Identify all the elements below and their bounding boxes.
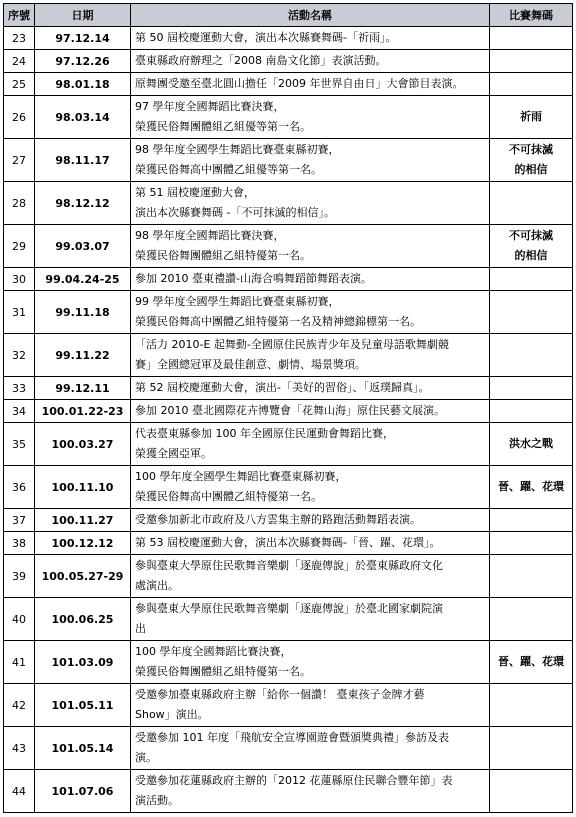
row-activity	[131, 139, 490, 182]
table-row	[4, 684, 573, 727]
row-dance	[490, 532, 573, 555]
activity-line: Show」演出。	[135, 708, 209, 721]
table-row	[4, 727, 573, 770]
activity-line: 演。	[135, 751, 157, 764]
row-activity	[131, 291, 490, 334]
row-activity	[131, 73, 490, 96]
activity-line: 100 學年度全國學生舞蹈比賽臺東縣初賽，	[135, 470, 347, 483]
row-date: 100.11.27	[35, 509, 131, 532]
table-row	[4, 139, 573, 182]
row-date: 101.05.11	[35, 684, 131, 727]
table-row	[4, 73, 573, 96]
dance-line: 晉、躍、花環	[498, 480, 564, 493]
activity-line: 第 52 屆校慶運動大會，演出-「美好的習俗」、「返璞歸真」。	[135, 381, 430, 394]
dance-line: 不可抹滅	[509, 229, 553, 242]
row-dance	[490, 73, 573, 96]
row-number: 24	[4, 50, 35, 73]
row-date: 100.03.27	[35, 423, 131, 466]
activity-line: 榮獲民俗舞團體組乙組特優第一名。	[135, 665, 311, 678]
activity-line: 「活力 2010-E 起舞動-全國原住民族青少年及兒童母語歌舞劇競	[135, 338, 449, 351]
row-activity	[131, 532, 490, 555]
row-date: 100.06.25	[35, 598, 131, 641]
row-date: 99.11.18	[35, 291, 131, 334]
activity-line: 98 學年度全國舞蹈比賽決賽，	[135, 229, 285, 242]
table-row	[4, 509, 573, 532]
row-dance	[490, 684, 573, 727]
row-date: 100.11.10	[35, 466, 131, 509]
row-date: 97.12.26	[35, 50, 131, 73]
table-row	[4, 225, 573, 268]
activity-line: 參與臺東大學原住民歌舞音樂劇「逐鹿傳說」於臺北國家劇院演	[135, 602, 443, 615]
row-dance	[490, 96, 573, 139]
table-row	[4, 50, 573, 73]
activity-line: 演活動。	[135, 794, 179, 807]
row-number: 42	[4, 684, 35, 727]
row-dance	[490, 598, 573, 641]
row-date: 101.07.06	[35, 770, 131, 813]
table-row	[4, 268, 573, 291]
row-activity	[131, 268, 490, 291]
row-number: 28	[4, 182, 35, 225]
row-number: 31	[4, 291, 35, 334]
row-dance	[490, 400, 573, 423]
row-activity	[131, 641, 490, 684]
dance-line: 祈雨	[520, 110, 542, 123]
activity-line: 臺東縣政府辦理之「2008 南島文化節」表演活動。	[135, 54, 387, 67]
row-activity	[131, 727, 490, 770]
row-date: 101.05.14	[35, 727, 131, 770]
row-date: 99.03.07	[35, 225, 131, 268]
dance-line: 洪水之戰	[509, 437, 553, 450]
row-number: 36	[4, 466, 35, 509]
row-number: 32	[4, 334, 35, 377]
table-row	[4, 96, 573, 139]
row-dance	[490, 139, 573, 182]
row-dance	[490, 509, 573, 532]
table-row	[4, 423, 573, 466]
header-dance: 比賽舞碼	[490, 4, 573, 27]
table-row	[4, 400, 573, 423]
row-number: 30	[4, 268, 35, 291]
row-dance	[490, 225, 573, 268]
row-date: 100.05.27-29	[35, 555, 131, 598]
dance-line: 的相信	[514, 249, 548, 262]
row-number: 26	[4, 96, 35, 139]
header-date: 日期	[35, 4, 131, 27]
row-date: 99.11.22	[35, 334, 131, 377]
activity-line: 第 51 屆校慶運動大會，	[135, 186, 255, 199]
row-number: 41	[4, 641, 35, 684]
activity-line: 99 學年度全國學生舞蹈比賽臺東縣初賽，	[135, 295, 340, 308]
activity-line: 榮獲全國亞軍。	[135, 447, 212, 460]
table-header-row	[4, 4, 573, 27]
table-row	[4, 466, 573, 509]
row-activity	[131, 684, 490, 727]
row-date: 101.03.09	[35, 641, 131, 684]
row-activity	[131, 334, 490, 377]
row-date: 98.12.12	[35, 182, 131, 225]
activity-line: 98 學年度全國學生舞蹈比賽臺東縣初賽，	[135, 143, 340, 156]
activity-line: 97 學年度全國舞蹈比賽決賽，	[135, 100, 285, 113]
table-row	[4, 641, 573, 684]
table-row	[4, 377, 573, 400]
table-row	[4, 598, 573, 641]
row-activity	[131, 555, 490, 598]
row-dance	[490, 377, 573, 400]
table-body	[4, 27, 573, 813]
activity-line: 榮獲民俗舞高中團體乙組優等第一名。	[135, 163, 322, 176]
row-activity	[131, 466, 490, 509]
row-activity	[131, 96, 490, 139]
row-number: 27	[4, 139, 35, 182]
activity-line: 參加 2010 臺東禮讚-山海合鳴舞蹈節舞蹈表演。	[135, 272, 372, 285]
row-activity	[131, 377, 490, 400]
row-date: 99.04.24-25	[35, 268, 131, 291]
row-activity	[131, 509, 490, 532]
row-number: 34	[4, 400, 35, 423]
activity-line: 演出本次縣賽舞碼 -「不可抹滅的相信」。	[135, 206, 335, 219]
row-dance	[490, 334, 573, 377]
row-activity	[131, 50, 490, 73]
row-dance	[490, 466, 573, 509]
row-dance	[490, 291, 573, 334]
table-row	[4, 770, 573, 813]
row-number: 35	[4, 423, 35, 466]
row-dance	[490, 423, 573, 466]
activity-line: 第 50 屆校慶運動大會，演出本次縣賽舞碼-「祈雨」。	[135, 31, 397, 44]
row-dance	[490, 770, 573, 813]
row-number: 40	[4, 598, 35, 641]
table-row	[4, 555, 573, 598]
row-number: 38	[4, 532, 35, 555]
row-date: 98.11.17	[35, 139, 131, 182]
row-dance	[490, 182, 573, 225]
dance-line: 不可抹滅	[509, 143, 553, 156]
activity-line: 榮獲民俗舞團體組乙組特優第一名。	[135, 249, 311, 262]
activity-line: 受邀參加新北市政府及八方雲集主辦的路跑活動舞蹈表演。	[135, 513, 421, 526]
row-number: 37	[4, 509, 35, 532]
row-number: 43	[4, 727, 35, 770]
activity-line: 賽」全國總冠軍及最佳創意、劇情、場景獎項。	[135, 358, 366, 371]
table-row	[4, 27, 573, 50]
row-number: 33	[4, 377, 35, 400]
row-dance	[490, 50, 573, 73]
row-date: 98.01.18	[35, 73, 131, 96]
row-activity	[131, 423, 490, 466]
row-number: 25	[4, 73, 35, 96]
activity-line: 原舞團受邀至臺北圓山擔任「2009 年世界自由日」大會節目表演。	[135, 77, 464, 90]
row-activity	[131, 225, 490, 268]
activity-line: 出	[135, 622, 146, 635]
activity-line: 100 學年度全國舞蹈比賽決賽，	[135, 645, 292, 658]
table-row	[4, 532, 573, 555]
activity-line: 受邀參加 101 年度「飛航安全宣導園遊會暨頒獎典禮」參訪及表	[135, 731, 449, 744]
row-number: 39	[4, 555, 35, 598]
row-dance	[490, 27, 573, 50]
row-activity	[131, 400, 490, 423]
activity-line: 受邀參加臺東縣政府主辦「給你一個讚！ 臺東孩子金牌才藝	[135, 688, 425, 701]
dance-line: 的相信	[514, 163, 548, 176]
activity-line: 榮獲民俗舞高中團體乙組特優第一名及精神總錦標第一名。	[135, 315, 421, 328]
row-date: 98.03.14	[35, 96, 131, 139]
row-date: 99.12.11	[35, 377, 131, 400]
activity-line: 參與臺東大學原住民歌舞音樂劇「逐鹿傳說」於臺東縣政府文化	[135, 559, 443, 572]
row-activity	[131, 182, 490, 225]
activity-line: 代表臺東縣參加 100 年全國原住民運動會舞蹈比賽，	[135, 427, 394, 440]
table-row	[4, 291, 573, 334]
table-row	[4, 334, 573, 377]
row-dance	[490, 641, 573, 684]
row-number: 44	[4, 770, 35, 813]
row-number: 23	[4, 27, 35, 50]
row-dance	[490, 727, 573, 770]
activity-line: 參加 2010 臺北國際花卉博覽會「花舞山海」原住民藝文展演。	[135, 404, 445, 417]
activity-line: 處演出。	[135, 579, 179, 592]
activity-line: 第 53 屆校慶運動大會，演出本次縣賽舞碼-「晉、躍、花環」。	[135, 536, 441, 549]
activity-table	[3, 3, 573, 813]
row-number: 29	[4, 225, 35, 268]
row-activity	[131, 598, 490, 641]
row-dance	[490, 268, 573, 291]
row-activity	[131, 770, 490, 813]
activity-line: 受邀參加花蓮縣政府主辦的「2012 花蓮縣原住民聯合豐年節」表	[135, 774, 453, 787]
row-date: 100.12.12	[35, 532, 131, 555]
header-number: 序號	[4, 4, 35, 27]
row-date: 100.01.22-23	[35, 400, 131, 423]
activity-line: 榮獲民俗舞團體組乙組優等第一名。	[135, 120, 311, 133]
header-activity: 活動名稱	[131, 4, 490, 27]
row-date: 97.12.14	[35, 27, 131, 50]
table-row	[4, 182, 573, 225]
activity-line: 榮獲民俗舞高中團體乙組特優第一名。	[135, 490, 322, 503]
row-dance	[490, 555, 573, 598]
dance-line: 晉、躍、花環	[498, 655, 564, 668]
row-activity	[131, 27, 490, 50]
